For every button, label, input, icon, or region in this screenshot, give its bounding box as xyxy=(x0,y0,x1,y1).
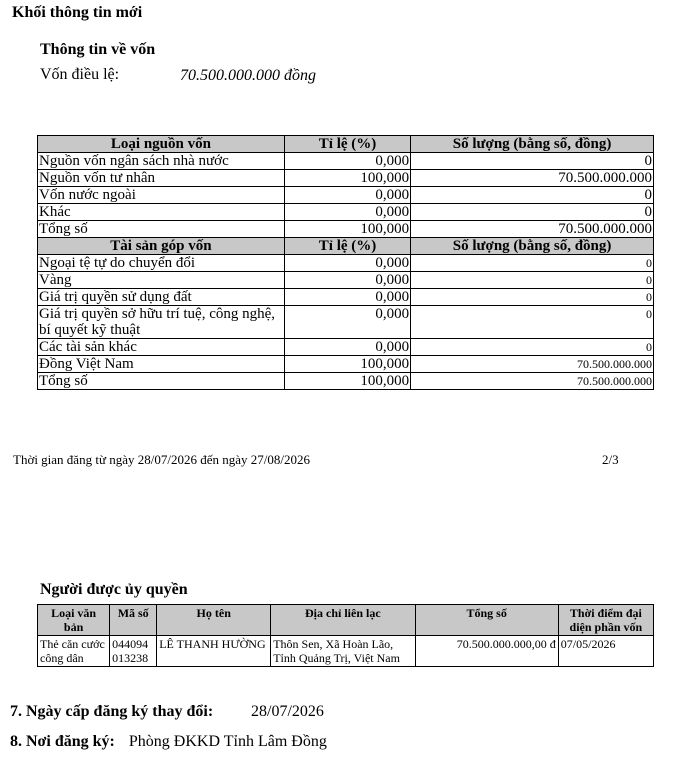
asset-ratio: 100,000 xyxy=(284,373,410,390)
document-heading: Khối thông tin mới xyxy=(12,4,143,21)
asset-header-type: Tài sản góp vốn xyxy=(38,238,285,255)
header-doc-type: Loại văn bản xyxy=(38,605,110,636)
source-name: Nguồn vốn ngân sách nhà nước xyxy=(38,153,285,170)
source-ratio: 100,000 xyxy=(284,221,410,238)
table-row xyxy=(38,289,654,306)
table-row xyxy=(38,272,654,289)
table-row xyxy=(38,153,654,170)
doc-type: Thẻ căn cước công dân xyxy=(38,636,110,667)
source-amount: 0 xyxy=(411,153,654,170)
asset-amount: 0 xyxy=(411,272,654,289)
asset-name: Tổng số xyxy=(38,373,285,390)
asset-ratio: 0,000 xyxy=(284,255,410,272)
table-row xyxy=(38,339,654,356)
header-total: Tổng số xyxy=(415,605,558,636)
total-amount: 70.500.000.000,00 đ xyxy=(415,636,558,667)
authorized-person-title: Người được ủy quyền xyxy=(40,581,188,598)
header-id: Mã số xyxy=(110,605,157,636)
source-ratio: 0,000 xyxy=(284,187,410,204)
asset-name: Giá trị quyền sử dụng đất xyxy=(38,289,285,306)
asset-header-amount: Số lượng (bằng số, đồng) xyxy=(411,238,654,255)
table-row xyxy=(38,170,654,187)
asset-name: Các tài sản khác xyxy=(38,339,285,356)
asset-amount: 70.500.000.000 xyxy=(411,356,654,373)
section-8-label: 8. Nơi đăng ký: xyxy=(10,733,115,750)
asset-amount: 0 xyxy=(411,255,654,272)
authorized-person-table xyxy=(37,604,654,667)
asset-ratio: 0,000 xyxy=(284,306,410,339)
source-name: Nguồn vốn tư nhân xyxy=(38,170,285,187)
authorized-header-row xyxy=(38,605,654,636)
charter-capital-label: Vốn điều lệ: xyxy=(40,66,120,83)
asset-amount: 0 xyxy=(411,306,654,339)
asset-amount: 70.500.000.000 xyxy=(411,373,654,390)
asset-ratio: 0,000 xyxy=(284,289,410,306)
header-representation-date: Thời điểm đại diện phần vốn xyxy=(558,605,653,636)
table-row xyxy=(38,204,654,221)
header-address: Địa chỉ liên lạc xyxy=(271,605,415,636)
source-name: Khác xyxy=(38,204,285,221)
table-row xyxy=(38,306,654,339)
source-amount: 70.500.000.000 xyxy=(411,221,654,238)
id-number: 044094 013238 xyxy=(110,636,157,667)
table-row xyxy=(38,221,654,238)
contact-address: Thôn Sen, Xã Hoàn Lão, Tỉnh Quảng Trị, Việt Nam xyxy=(271,636,415,667)
full-name: LÊ THANH HƯỜNG xyxy=(157,636,271,667)
section-7-value: 28/07/2026 xyxy=(251,703,324,720)
asset-name: Vàng xyxy=(38,272,285,289)
source-ratio: 0,000 xyxy=(284,204,410,221)
asset-header-ratio: Tỉ lệ (%) xyxy=(284,238,410,255)
source-amount: 0 xyxy=(411,204,654,221)
capital-section-title: Thông tin về vốn xyxy=(40,41,156,58)
source-header-amount: Số lượng (bằng số, đồng) xyxy=(411,136,654,153)
table-row xyxy=(38,373,654,390)
asset-amount: 0 xyxy=(411,339,654,356)
source-ratio: 100,000 xyxy=(284,170,410,187)
source-header-row xyxy=(38,136,654,153)
table-row xyxy=(38,255,654,272)
asset-name: Ngoại tệ tự do chuyển đổi xyxy=(38,255,285,272)
charter-capital-value: 70.500.000.000 đồng xyxy=(180,67,316,84)
page-number: 2/3 xyxy=(602,452,619,467)
asset-ratio: 0,000 xyxy=(284,339,410,356)
capital-table xyxy=(37,135,654,390)
source-amount: 0 xyxy=(411,187,654,204)
asset-name: Giá trị quyền sở hữu trí tuệ, công nghệ, bí quyết kỹ thuật xyxy=(38,306,285,339)
representation-date: 07/05/2026 xyxy=(558,636,653,667)
asset-amount: 0 xyxy=(411,289,654,306)
asset-ratio: 0,000 xyxy=(284,272,410,289)
table-row xyxy=(38,187,654,204)
section-7-label: 7. Ngày cấp đăng ký thay đổi: xyxy=(10,703,214,720)
source-header-type: Loại nguồn vốn xyxy=(38,136,285,153)
table-row xyxy=(38,636,654,667)
table-row xyxy=(38,356,654,373)
asset-header-row xyxy=(38,238,654,255)
source-amount: 70.500.000.000 xyxy=(411,170,654,187)
asset-name: Đồng Việt Nam xyxy=(38,356,285,373)
publication-period-note: Thời gian đăng từ ngày 28/07/2026 đến ngày 27/08/2026 xyxy=(13,452,310,467)
source-name: Tổng số xyxy=(38,221,285,238)
section-7 xyxy=(10,703,324,721)
source-header-ratio: Tỉ lệ (%) xyxy=(284,136,410,153)
header-full-name: Họ tên xyxy=(157,605,271,636)
source-ratio: 0,000 xyxy=(284,153,410,170)
asset-ratio: 100,000 xyxy=(284,356,410,373)
section-8 xyxy=(10,733,327,751)
source-name: Vốn nước ngoài xyxy=(38,187,285,204)
section-8-value: Phòng ĐKKD Tỉnh Lâm Đồng xyxy=(128,733,327,750)
